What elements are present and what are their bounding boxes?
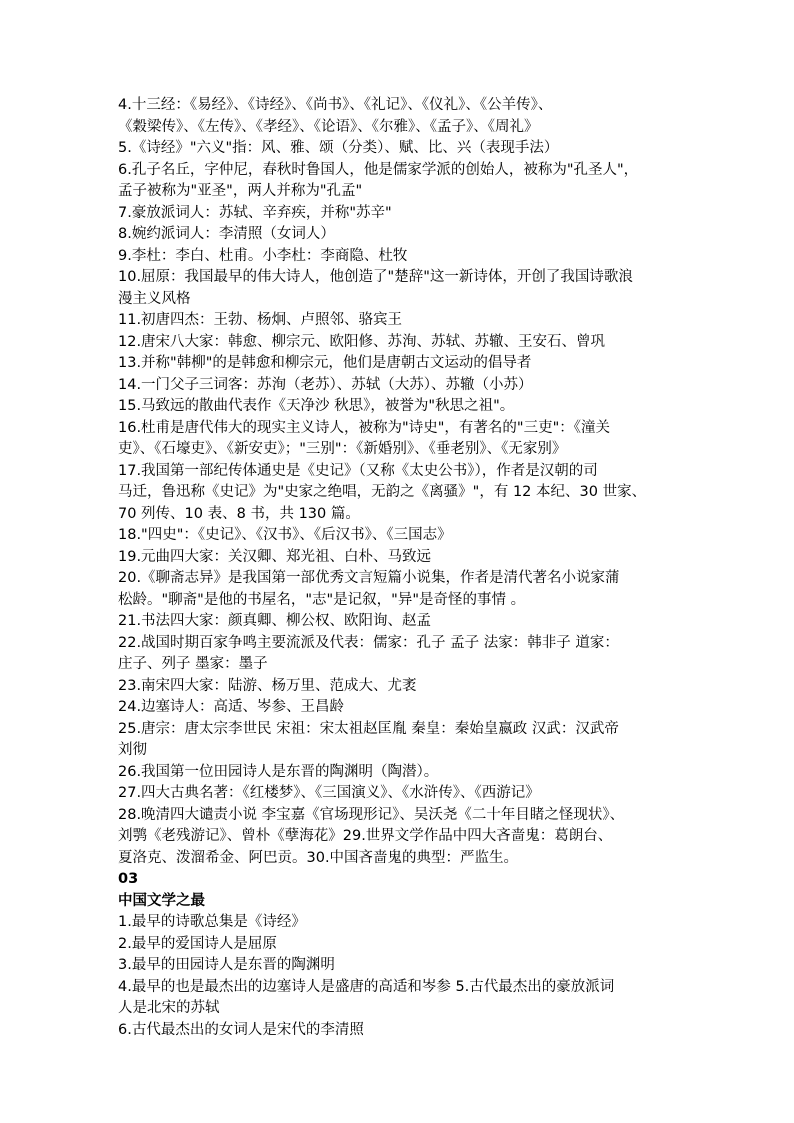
text-line: 18."四史"：《史记》、《汉书》、《后汉书》、《三国志》	[118, 527, 452, 543]
text-line: 24.边塞诗人：高适、岑参、王昌龄	[118, 699, 345, 715]
literature-firsts-list	[118, 912, 718, 1041]
document-page	[118, 95, 718, 1041]
text-line: 70 列传、10 表、8 书，共 130 篇。	[118, 505, 360, 522]
text-line: 13.并称"韩柳"的是韩愈和柳宗元，他们是唐朝古文运动的倡导者	[118, 355, 532, 371]
list-item	[118, 611, 718, 633]
list-item	[118, 267, 718, 310]
text-line: 庄子、列子 墨家：墨子	[118, 656, 268, 672]
text-line: 人是北宋的苏轼	[118, 1000, 220, 1016]
text-line: 8.婉约派词人：李清照（女词人）	[118, 226, 335, 242]
text-line: 17.我国第一部纪传体通史是《史记》（又称《太史公书》），作者是汉朝的司	[118, 462, 598, 479]
list-item	[118, 1020, 718, 1042]
text-line: 漫主义风格	[118, 290, 191, 307]
text-line: 10.屈原：我国最早的伟大诗人，他创造了"楚辞"这一新诗体，开创了我国诗歌浪	[118, 269, 633, 285]
list-item	[118, 418, 718, 461]
list-item	[118, 461, 718, 526]
list-item	[118, 353, 718, 375]
literature-facts-list	[118, 95, 718, 869]
text-line: 马迁，鲁迅称《史记》为"史家之绝唱，无韵之《离骚》"，有 12 本纪、30 世家、	[118, 484, 647, 500]
list-item	[118, 138, 718, 160]
text-line: 松龄。"聊斋"是他的书屋名，"志"是记叙，"异"是奇怪的事情 。	[118, 591, 526, 608]
list-item	[118, 375, 718, 397]
list-item	[118, 977, 718, 1020]
text-line: 《穀梁传》、《左传》、《孝经》、《论语》、《尔雅》、《孟子》、《周礼》	[118, 118, 539, 135]
list-item	[118, 246, 718, 268]
list-item	[118, 310, 718, 332]
list-item	[118, 762, 718, 784]
text-line: 19.元曲四大家：关汉卿、郑光祖、白朴、马致远	[118, 548, 432, 565]
list-item	[118, 805, 718, 870]
text-line: 6.孔子名丘，字仲尼，春秋时鲁国人，他是儒家学派的创始人，被称为"孔圣人"，	[118, 161, 639, 178]
text-line: 刘鹗《老残游记》、曾朴《孽海花》29.世界文学作品中四大吝啬鬼：葛朗台、	[118, 828, 613, 844]
text-line: 9.李杜：李白、杜甫。小李杜：李商隐、杜牧	[118, 247, 408, 264]
list-item	[118, 525, 718, 547]
list-item	[118, 697, 718, 719]
list-item	[118, 912, 718, 934]
text-line: 15.马致远的散曲代表作《天净沙 秋思》，被誉为"秋思之祖"。	[118, 398, 515, 414]
text-line: 12.唐宋八大家：韩愈、柳宗元、欧阳修、苏洵、苏轼、苏辙、王安石、曾巩	[118, 333, 606, 350]
list-item	[118, 676, 718, 698]
text-line: 21.书法四大家：颜真卿、柳公权、欧阳询、赵孟	[118, 613, 432, 629]
text-line: 2.最早的爱国诗人是屈原	[118, 935, 277, 952]
text-line: 7.豪放派词人：苏轼、辛弃疾，并称"苏辛"	[118, 204, 392, 221]
text-line: 吏》、《石壕吏》、《新安吏》；"三别"：《新婚别》、《垂老别》、《无家别》	[118, 441, 567, 457]
list-item	[118, 568, 718, 611]
text-line: 孟子被称为"亚圣"，两人并称为"孔孟"	[118, 183, 363, 199]
list-item	[118, 95, 718, 138]
text-line: 25.唐宗：唐太宗李世民 宋祖：宋太祖赵匡胤 秦皇：秦始皇嬴政 汉武：汉武帝	[118, 720, 619, 737]
list-item	[118, 783, 718, 805]
list-item	[118, 203, 718, 225]
list-item	[118, 547, 718, 569]
section-title: 中国文学之最	[118, 892, 205, 909]
text-line: 刘彻	[118, 742, 147, 758]
text-line: 20.《聊斋志异》是我国第一部优秀文言短篇小说集，作者是清代著名小说家蒲	[118, 570, 620, 586]
list-item	[118, 934, 718, 956]
list-item	[118, 955, 718, 977]
text-line: 22.战国时期百家争鸣主要流派及代表：儒家：孔子 孟子 法家：韩非子 道家：	[118, 634, 619, 651]
text-line: 11.初唐四杰：王勃、杨炯、卢照邻、骆宾王	[118, 312, 403, 328]
text-line: 16.杜甫是唐代伟大的现实主义诗人，被称为"诗史"，有著名的"三吏"：《潼关	[118, 419, 610, 436]
text-line: 23.南宋四大家：陆游、杨万里、范成大、尤袤	[118, 677, 417, 694]
text-line: 1.最早的诗歌总集是《诗经》	[118, 914, 306, 930]
text-line: 夏洛克、泼溜希金、阿巴贡。30.中国吝啬鬼的典型：严监生。	[118, 849, 519, 866]
text-line: 6.古代最杰出的女词人是宋代的李清照	[118, 1021, 364, 1038]
text-line: 26.我国第一位田园诗人是东晋的陶渊明（陶潜）。	[118, 763, 439, 780]
list-item	[118, 160, 718, 203]
text-line: 3.最早的田园诗人是东晋的陶渊明	[118, 957, 335, 973]
text-line: 5.《诗经》"六义"指：风、雅、颂（分类）、赋、比、兴（表现手法）	[118, 140, 559, 156]
text-line: 4.十三经：《易经》、《诗经》、《尚书》、《礼记》、《仪礼》、《公羊传》、	[118, 97, 553, 113]
text-line: 14.一门父子三词客：苏洵（老苏）、苏轼（大苏）、苏辙（小苏）	[118, 376, 533, 393]
section-number: 03	[118, 871, 139, 887]
text-line: 27.四大古典名著：《红楼梦》、《三国演义》、《水浒传》、《西游记》	[118, 785, 540, 801]
list-item	[118, 633, 718, 676]
text-line: 4.最早的也是最杰出的边塞诗人是盛唐的高适和岑参 5.古代最杰出的豪放派词	[118, 978, 615, 995]
list-item	[118, 332, 718, 354]
list-item	[118, 719, 718, 762]
list-item	[118, 224, 718, 246]
list-item	[118, 396, 718, 418]
text-line: 28.晚清四大谴责小说 李宝嘉《官场现形记》、吴沃尧《二十年目睹之怪现状》、	[118, 806, 625, 823]
